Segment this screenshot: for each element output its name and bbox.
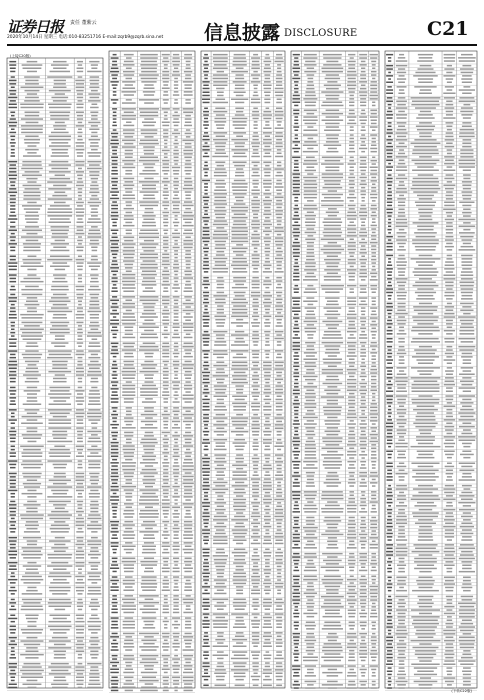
disclosure-table-column — [7, 58, 103, 691]
continued-to-note: (下转C22版) — [451, 689, 472, 693]
editor-line: 责任 董紫云 — [70, 20, 97, 26]
page-number: C21 — [427, 18, 469, 40]
section-title-english: DISCLOSURE — [284, 28, 358, 39]
masthead-rule — [7, 44, 477, 46]
issue-date-line: 2020年10月14日 星期三 电话:010-83251716 E-mail:zqrb9@zqrb.sina.net — [7, 35, 164, 40]
continued-from-note: (上接C20版) — [10, 54, 31, 58]
masthead — [0, 0, 484, 48]
disclosure-table-column — [201, 51, 285, 688]
disclosure-table-column — [109, 51, 195, 692]
disclosure-tables — [0, 48, 484, 700]
disclosure-content — [0, 48, 484, 700]
disclosure-table-column — [385, 51, 477, 690]
section-title: 信息披露 — [204, 22, 281, 44]
newspaper-logo: 证券日报 — [7, 18, 64, 36]
disclosure-table-column — [291, 51, 379, 690]
